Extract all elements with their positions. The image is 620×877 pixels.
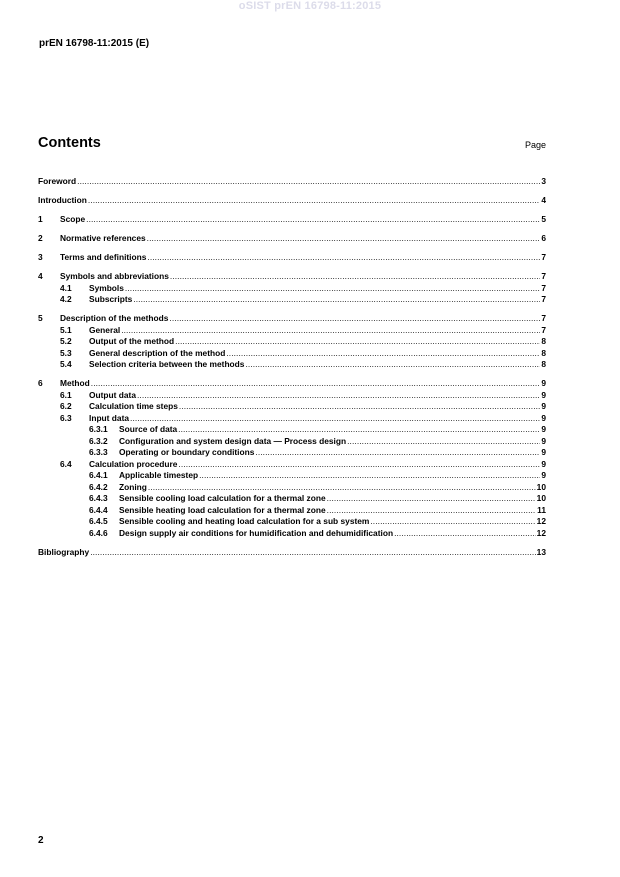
toc-entry-title: Foreword [38, 176, 77, 186]
toc-entry-number: 5.2 [60, 336, 72, 346]
toc-entry-page: 12 [536, 516, 546, 526]
toc-entry-6-4-2[interactable] [38, 482, 546, 494]
dot-leader [147, 233, 541, 245]
page-column-label: Page [524, 140, 546, 150]
toc-entry-title: Normative references [60, 233, 146, 243]
toc-entry-6-1[interactable] [38, 390, 546, 402]
dot-leader [90, 547, 535, 559]
toc-entry-6-4-4[interactable] [38, 505, 546, 517]
toc-entry-2[interactable] [38, 233, 546, 245]
watermark: oSIST prEN 16798-11:2015 [238, 0, 382, 12]
toc-entry-6-3[interactable] [38, 413, 546, 425]
toc-entry-title: Sensible cooling load calculation for a thermal zone [119, 493, 326, 503]
toc-entry-page: 9 [541, 447, 546, 457]
toc-entry-6-4[interactable] [38, 459, 546, 471]
toc-entry-page: 9 [541, 470, 546, 480]
toc-entry-number: 6.3 [60, 412, 72, 423]
page-number: 2 [38, 835, 44, 846]
toc-entry-title: Subscripts [89, 294, 133, 304]
toc-entry-bibliography[interactable] [38, 547, 546, 559]
toc-entry-title: Bibliography [38, 546, 90, 557]
toc-entry-page: 7 [541, 282, 546, 293]
toc-entry-number: 5.4 [60, 359, 72, 369]
toc-entry-number: 5 [38, 313, 43, 323]
toc-entry-number: 6.4.1 [89, 470, 108, 480]
toc-entry-6-3-3[interactable] [38, 447, 546, 459]
dot-leader [178, 424, 540, 436]
toc-entry-title: Description of the methods [60, 313, 169, 323]
toc-entry-title: Applicable timestep [119, 470, 199, 480]
toc-entry-page: 7 [541, 294, 546, 304]
toc-entry-number: 4.1 [60, 282, 72, 293]
toc-entry-title: Terms and definitions [60, 252, 147, 262]
toc-entry-5-3[interactable] [38, 348, 546, 360]
toc-entry-3[interactable] [38, 252, 546, 264]
toc-entry-title: Symbols and abbreviations [60, 271, 169, 281]
toc-entry-6-4-6[interactable] [38, 528, 546, 540]
toc-entry-number: 6.3.2 [89, 435, 108, 446]
toc-entry-page: 8 [541, 359, 546, 369]
toc-entry-title: Scope [60, 214, 86, 224]
toc-entry-number: 6.2 [60, 401, 72, 411]
toc-entry-page: 9 [541, 401, 546, 411]
toc-entry-title: Input data [89, 412, 130, 423]
toc-entry-page: 13 [536, 546, 546, 557]
toc-entry-number: 5.1 [60, 324, 72, 335]
dot-leader [327, 493, 536, 505]
toc-entry-page: 5 [541, 214, 546, 224]
toc-entry-title: Introduction [38, 195, 87, 205]
toc-entry-4-2[interactable] [38, 294, 546, 306]
dot-leader [169, 313, 540, 325]
toc-entry-5[interactable] [38, 313, 546, 325]
toc-entry-page: 11 [537, 504, 546, 515]
dot-leader [179, 401, 540, 413]
dot-leader [226, 348, 540, 360]
toc-entry-title: Method [60, 378, 90, 388]
toc-entry-number: 6.1 [60, 389, 72, 400]
dot-leader [394, 528, 536, 540]
toc-entry-6-2[interactable] [38, 401, 546, 413]
toc-entry-title: General description of the method [89, 347, 226, 358]
toc-entry-title: General [89, 324, 121, 335]
dot-leader [347, 436, 540, 448]
toc-entry-page: 7 [541, 252, 546, 262]
toc-entry-5-2[interactable] [38, 336, 546, 348]
toc-entry-number: 6 [38, 378, 43, 388]
dot-leader [125, 283, 540, 295]
table-of-contents [38, 176, 546, 558]
toc-entry-number: 6.3.3 [89, 447, 108, 457]
toc-entry-title: Calculation procedure [89, 458, 178, 469]
toc-entry-title: Sensible cooling and heating load calculation for a sub system [119, 516, 370, 526]
contents-heading: Contents [38, 135, 101, 151]
toc-entry-page: 9 [541, 424, 546, 434]
toc-entry-title: Sensible heating load calculation for a thermal zone [119, 504, 326, 515]
toc-entry-number: 4 [38, 271, 43, 281]
toc-entry-6-3-2[interactable] [38, 436, 546, 448]
dot-leader [121, 325, 540, 337]
toc-entry-number: 6.4 [60, 458, 72, 469]
toc-entry-page: 10 [536, 493, 546, 503]
toc-entry-number: 1 [38, 214, 43, 224]
toc-entry-6-3-1[interactable] [38, 424, 546, 436]
toc-entry-page: 7 [541, 324, 546, 335]
toc-entry-number: 6.4.6 [89, 527, 108, 538]
toc-entry-page: 4 [541, 195, 546, 205]
toc-entry-foreword[interactable] [38, 176, 546, 188]
toc-entry-title: Design supply air conditions for humidification and dehumidification [119, 527, 394, 538]
toc-entry-title: Operating or boundary conditions [119, 447, 255, 457]
toc-entry-page: 10 [536, 481, 546, 492]
toc-entry-number: 6.4.2 [89, 481, 108, 492]
toc-entry-page: 8 [541, 347, 546, 358]
toc-entry-5-4[interactable] [38, 359, 546, 371]
toc-entry-page: 9 [541, 378, 546, 388]
dot-leader [147, 252, 540, 264]
toc-entry-introduction[interactable] [38, 195, 546, 207]
dot-leader [88, 195, 540, 207]
dot-leader [178, 459, 540, 471]
toc-entry-1[interactable] [38, 214, 546, 226]
dot-leader [370, 516, 535, 528]
toc-entry-title: Symbols [89, 282, 124, 293]
toc-entry-page: 12 [536, 527, 546, 538]
toc-entry-title: Configuration and system design data — Process design [119, 435, 347, 446]
dot-leader [130, 413, 540, 425]
toc-entry-number: 2 [38, 233, 43, 243]
dot-leader [133, 294, 540, 306]
dot-leader [170, 271, 540, 283]
toc-entry-title: Source of data [119, 424, 178, 434]
toc-entry-title: Selection criteria between the methods [89, 359, 245, 369]
toc-entry-title: Zoning [119, 481, 147, 492]
toc-entry-title: Output data [89, 389, 136, 400]
dot-leader [91, 378, 541, 390]
toc-entry-number: 6.4.5 [89, 516, 108, 526]
toc-entry-number: 6.3.1 [89, 424, 108, 434]
dot-leader [137, 390, 540, 402]
dot-leader [255, 447, 540, 459]
toc-entry-6-4-5[interactable] [38, 516, 546, 528]
toc-entry-number: 5.3 [60, 347, 72, 358]
dot-leader [327, 505, 537, 517]
toc-entry-page: 9 [541, 389, 546, 400]
toc-entry-number: 3 [38, 252, 43, 262]
toc-entry-5-1[interactable] [38, 325, 546, 337]
toc-entry-page: 6 [541, 233, 546, 243]
dot-leader [148, 482, 536, 494]
dot-leader [199, 470, 540, 482]
toc-entry-6-4-3[interactable] [38, 493, 546, 505]
toc-entry-number: 4.2 [60, 294, 72, 304]
toc-entry-4-1[interactable] [38, 283, 546, 295]
toc-entry-title: Calculation time steps [89, 401, 178, 411]
toc-entry-page: 9 [541, 458, 546, 469]
toc-entry-title: Output of the method [89, 336, 175, 346]
toc-entry-6-4-1[interactable] [38, 470, 546, 482]
toc-entry-page: 7 [541, 271, 546, 281]
toc-entry-number: 6.4.3 [89, 493, 108, 503]
dot-leader [86, 214, 540, 226]
dot-leader [245, 359, 540, 371]
dot-leader [77, 176, 540, 188]
toc-entry-4[interactable] [38, 271, 546, 283]
toc-entry-page: 7 [541, 313, 546, 323]
dot-leader [175, 336, 540, 348]
toc-entry-page: 3 [541, 176, 546, 186]
toc-entry-page: 8 [541, 336, 546, 346]
document-id: prEN 16798-11:2015 (E) [39, 38, 150, 49]
toc-entry-page: 9 [541, 435, 546, 446]
toc-entry-page: 9 [541, 412, 546, 423]
toc-entry-number: 6.4.4 [89, 504, 108, 515]
toc-entry-6[interactable] [38, 378, 546, 390]
